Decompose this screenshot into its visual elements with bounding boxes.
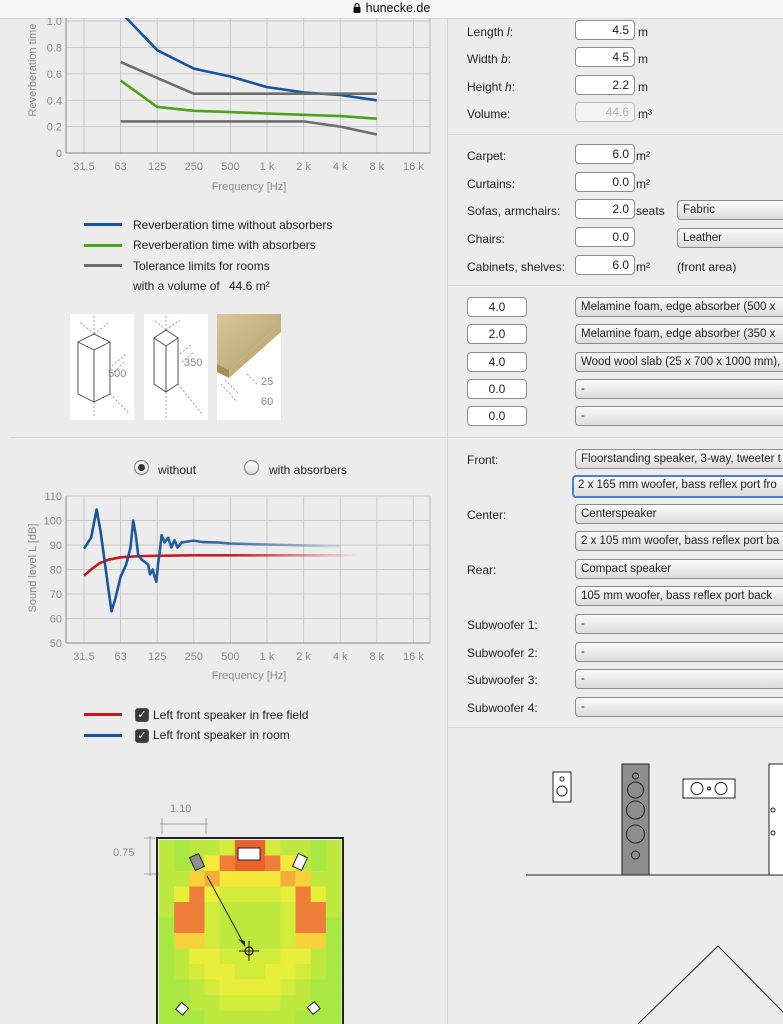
heatmap-cell: [326, 902, 341, 918]
y-tick-label: 0.2: [46, 121, 62, 134]
y-tick-label: 110: [44, 491, 62, 503]
radio-without[interactable]: [134, 460, 149, 475]
heatmap-cell: [220, 840, 235, 856]
heatmap-cell: [189, 1011, 204, 1024]
heatmap-cell: [250, 933, 265, 949]
y-tick-label: 100: [43, 515, 62, 528]
absorber-2-quantity[interactable]: 2.0: [467, 324, 527, 344]
y-tick-label: 0.8: [46, 42, 62, 55]
right-separator-3: [448, 437, 783, 438]
heatmap-cell: [159, 840, 174, 856]
length-input[interactable]: 4.5: [575, 20, 635, 40]
heatmap-cell: [220, 1011, 235, 1024]
lock-icon: [353, 3, 361, 13]
heatmap-cell: [280, 949, 295, 965]
room-plan[interactable]: [120, 810, 350, 1024]
x-tick-label: 31.5: [73, 651, 95, 663]
speaker-elevation-view: [448, 740, 783, 1024]
x-tick-label: 31.5: [73, 161, 95, 173]
radio-with-absorbers-label: with absorbers: [269, 463, 348, 477]
legend-label-tolerance: Tolerance limits for rooms: [133, 259, 270, 273]
room-heatmap: [159, 840, 341, 1024]
heatmap-cell: [265, 995, 280, 1011]
carpet-unit: m²: [636, 149, 650, 163]
heatmap-cell: [311, 949, 326, 965]
legend-swatch-free-field: [84, 713, 122, 716]
subwoofer-3-select[interactable]: -: [575, 669, 783, 689]
browser-address-bar[interactable]: [0, 0, 783, 19]
heatmap-cell: [296, 933, 311, 949]
absorber-2-type-select[interactable]: Melamine foam, edge absorber (350 x: [575, 324, 783, 344]
subwoofer-2-select[interactable]: -: [575, 642, 783, 662]
heatmap-cell: [220, 980, 235, 996]
heatmap-cell: [311, 933, 326, 949]
absorber-1-quantity[interactable]: 4.0: [467, 297, 527, 317]
heatmap-cell: [189, 933, 204, 949]
heatmap-cell: [265, 856, 280, 872]
curtains-input[interactable]: 0.0: [575, 172, 635, 192]
heatmap-cell: [189, 902, 204, 918]
dimension-top-label: 1.10: [170, 803, 192, 815]
x-tick-label: 16 k: [403, 161, 424, 173]
radio-with-absorbers[interactable]: [244, 460, 259, 475]
heatmap-cell: [220, 856, 235, 872]
thumb-25-label: 25: [261, 376, 274, 388]
front-woofer-select[interactable]: 2 x 165 mm woofer, bass reflex port fro: [572, 475, 783, 498]
room-perspective-outline: [638, 946, 783, 1024]
heatmap-cell: [189, 964, 204, 980]
spl-x-axis-label: Frequency [Hz]: [211, 670, 287, 682]
volume-unit: m³: [638, 107, 652, 121]
legend-label-with: Reverberation time with absorbers: [133, 238, 316, 252]
reverb-x-axis-label: Frequency [Hz]: [211, 181, 287, 193]
cabinets-label: Cabinets, shelves:: [467, 260, 566, 274]
heatmap-cell: [296, 980, 311, 996]
y-tick-label: 0.4: [46, 95, 62, 108]
heatmap-cell: [296, 840, 311, 856]
heatmap-cell: [265, 933, 280, 949]
absorber-4-type-select[interactable]: -: [575, 379, 783, 399]
subwoofer-1-label: Subwoofer 1:: [467, 618, 538, 632]
heatmap-cell: [296, 1011, 311, 1024]
heatmap-cell: [205, 902, 220, 918]
reverb-series-line-0: [121, 18, 377, 100]
heatmap-cell: [280, 980, 295, 996]
x-tick-label: 500: [221, 161, 240, 173]
center-woofer-select[interactable]: 2 x 105 mm woofer, bass reflex port ba: [575, 531, 783, 551]
wood-wool-slab-thumbnail[interactable]: [217, 314, 281, 420]
left-section-separator: [10, 437, 447, 438]
heatmap-cell: [235, 980, 250, 996]
second-floorstanding-speaker-icon: [769, 764, 783, 875]
subwoofer-3-label: Subwoofer 3:: [467, 673, 538, 687]
legend-swatch-tolerance: [84, 264, 122, 267]
heatmap-cell: [235, 995, 250, 1011]
thumb-60-label: 60: [261, 396, 274, 408]
heatmap-cell: [159, 964, 174, 980]
centerspeaker-icon: [683, 779, 735, 798]
heatmap-cell: [296, 887, 311, 903]
sofas-material-select[interactable]: Fabric: [677, 200, 783, 220]
cabinets-unit: m²: [636, 260, 650, 274]
x-tick-label: 1 k: [259, 651, 275, 663]
cabinets-input[interactable]: 6.0: [575, 255, 635, 275]
heatmap-cell: [296, 949, 311, 965]
rear-speaker-select[interactable]: Compact speaker: [575, 559, 783, 579]
subwoofer-4-select[interactable]: -: [575, 697, 783, 717]
chairs-material-select[interactable]: Leather: [677, 228, 783, 248]
width-label: Width b:: [467, 52, 512, 66]
y-tick-label: 1.0: [46, 18, 62, 29]
thumb-500-label: 500: [108, 368, 127, 380]
heatmap-cell: [250, 1011, 265, 1024]
heatmap-cell: [326, 856, 341, 872]
heatmap-cell: [235, 902, 250, 918]
right-separator-4: [448, 727, 783, 728]
heatmap-cell: [296, 918, 311, 934]
heatmap-cell: [265, 840, 280, 856]
heatmap-cell: [159, 902, 174, 918]
chairs-label: Chairs:: [467, 232, 506, 246]
reverb-series-line-3: [121, 121, 377, 134]
heatmap-cell: [205, 871, 220, 887]
heatmap-cell: [159, 980, 174, 996]
heatmap-cell: [220, 933, 235, 949]
heatmap-cell: [159, 871, 174, 887]
heatmap-cell: [250, 995, 265, 1011]
heatmap-cell: [174, 902, 189, 918]
reverb-x-ticks: [73, 161, 424, 173]
absorber-5-type-select[interactable]: -: [575, 406, 783, 426]
absorber-4-quantity[interactable]: 0.0: [467, 379, 527, 399]
heatmap-cell: [280, 902, 295, 918]
heatmap-cell: [174, 964, 189, 980]
x-tick-label: 1 k: [259, 161, 275, 173]
heatmap-cell: [205, 964, 220, 980]
rear-woofer-select[interactable]: 105 mm woofer, bass reflex port back: [575, 586, 783, 606]
heatmap-cell: [235, 1011, 250, 1024]
heatmap-cell: [220, 964, 235, 980]
spl-grid: [66, 496, 430, 643]
heatmap-cell: [326, 887, 341, 903]
heatmap-cell: [296, 871, 311, 887]
heatmap-cell: [174, 933, 189, 949]
y-tick-label: 60: [49, 613, 62, 626]
x-tick-label: 4 k: [332, 651, 348, 663]
heatmap-cell: [220, 918, 235, 934]
heatmap-cell: [311, 964, 326, 980]
width-input[interactable]: 4.5: [575, 47, 635, 67]
heatmap-cell: [250, 871, 265, 887]
heatmap-cell: [189, 949, 204, 965]
subwoofer-2-label: Subwoofer 2:: [467, 646, 538, 660]
heatmap-cell: [265, 980, 280, 996]
heatmap-cell: [159, 949, 174, 965]
heatmap-cell: [205, 887, 220, 903]
heatmap-cell: [220, 871, 235, 887]
heatmap-cell: [250, 918, 265, 934]
dimension-left-label: 0.75: [113, 847, 135, 859]
sofas-unit: seats: [636, 204, 665, 218]
reverb-series-line-2: [121, 62, 377, 94]
heatmap-cell: [326, 933, 341, 949]
heatmap-cell: [250, 964, 265, 980]
heatmap-cell: [265, 918, 280, 934]
heatmap-cell: [311, 871, 326, 887]
x-tick-label: 63: [114, 161, 127, 173]
heatmap-cell: [235, 964, 250, 980]
legend-swatch-without: [84, 223, 122, 226]
heatmap-cell: [250, 902, 265, 918]
legend-volume-prefix: with a volume of: [133, 279, 220, 293]
heatmap-cell: [280, 964, 295, 980]
heatmap-cell: [205, 995, 220, 1011]
checkbox-free-field[interactable]: ✓: [135, 708, 149, 722]
curtains-label: Curtains:: [467, 177, 516, 191]
url-display[interactable]: [0, 0, 783, 16]
heatmap-cell: [311, 840, 326, 856]
heatmap-cell: [159, 933, 174, 949]
sound-level-chart: [0, 484, 440, 684]
spl-y-axis-label: Sound level L [dB]: [27, 523, 39, 613]
x-tick-label: 2 k: [296, 651, 311, 663]
x-tick-label: 250: [184, 161, 203, 173]
heatmap-cell: [205, 840, 220, 856]
heatmap-cell: [280, 887, 295, 903]
legend-label-without: Reverberation time without absorbers: [133, 218, 333, 232]
x-tick-label: 125: [148, 651, 167, 663]
x-tick-label: 250: [184, 651, 203, 663]
heatmap-cell: [326, 949, 341, 965]
legend-swatch-with: [84, 244, 122, 247]
heatmap-cell: [205, 918, 220, 934]
absorber-1-type-select[interactable]: Melamine foam, edge absorber (500 x: [575, 297, 783, 317]
heatmap-cell: [280, 995, 295, 1011]
rear-label: Rear:: [467, 563, 497, 577]
carpet-label: Carpet:: [467, 149, 507, 163]
spl-series-line-1: [84, 510, 340, 612]
subwoofer-4-label: Subwoofer 4:: [467, 701, 538, 715]
heatmap-cell: [326, 980, 341, 996]
heatmap-cell: [205, 980, 220, 996]
heatmap-cell: [311, 887, 326, 903]
length-label: Length l:: [467, 25, 514, 39]
heatmap-cell: [174, 949, 189, 965]
height-unit: m: [638, 80, 648, 94]
heatmap-cell: [326, 918, 341, 934]
height-label: Height h:: [467, 80, 516, 94]
height-input[interactable]: 2.2: [575, 75, 635, 95]
x-tick-label: 500: [221, 651, 240, 663]
absorber-5-quantity[interactable]: 0.0: [467, 406, 527, 426]
spl-series: [84, 510, 358, 612]
heatmap-cell: [326, 840, 341, 856]
heatmap-cell: [220, 887, 235, 903]
cabinets-note: (front area): [677, 260, 737, 274]
heatmap-cell: [220, 949, 235, 965]
heatmap-cell: [205, 933, 220, 949]
heatmap-cell: [174, 840, 189, 856]
edge-absorber-500-drawing: [70, 314, 134, 420]
front-label: Front:: [467, 453, 499, 467]
spl-x-ticks: [73, 651, 424, 663]
x-tick-label: 125: [148, 161, 167, 173]
spl-y-ticks: [44, 491, 62, 650]
subwoofer-1-select[interactable]: -: [575, 614, 783, 634]
center-speaker-select[interactable]: Centerspeaker: [575, 504, 783, 524]
heatmap-cell: [174, 871, 189, 887]
reverb-grid: [66, 18, 430, 153]
legend-label-free-field: Left front speaker in free field: [153, 708, 309, 722]
absorber-3-quantity[interactable]: 4.0: [467, 352, 527, 372]
heatmap-cell: [311, 918, 326, 934]
legend-label-in-room: Left front speaker in room: [153, 728, 290, 742]
carpet-input[interactable]: 6.0: [575, 144, 635, 164]
right-separator-2: [448, 285, 783, 286]
heatmap-cell: [326, 995, 341, 1011]
reverb-series-line-1: [121, 81, 377, 119]
chairs-input[interactable]: 0.0: [575, 227, 635, 247]
heatmap-cell: [250, 887, 265, 903]
reverberation-chart: [0, 18, 440, 203]
heatmap-cell: [311, 856, 326, 872]
y-tick-label: 0: [55, 148, 62, 160]
heatmap-cell: [265, 949, 280, 965]
edge-absorber-350-thumbnail[interactable]: [144, 314, 208, 420]
center-speaker-marker[interactable]: [238, 848, 260, 860]
heatmap-cell: [235, 887, 250, 903]
right-separator-1: [448, 134, 783, 135]
curtains-unit: m²: [636, 177, 650, 191]
heatmap-cell: [174, 918, 189, 934]
heatmap-cell: [189, 980, 204, 996]
volume-label: Volume:: [467, 107, 511, 121]
x-tick-label: 8 k: [369, 161, 385, 173]
heatmap-cell: [159, 856, 174, 872]
thumb-350-label: 350: [184, 357, 203, 369]
heatmap-cell: [265, 871, 280, 887]
heatmap-cell: [296, 902, 311, 918]
heatmap-cell: [174, 980, 189, 996]
edge-absorber-500-thumbnail[interactable]: [70, 314, 134, 420]
heatmap-cell: [189, 887, 204, 903]
heatmap-cell: [205, 949, 220, 965]
x-tick-label: 63: [114, 651, 127, 663]
heatmap-cell: [250, 980, 265, 996]
heatmap-cell: [189, 871, 204, 887]
x-tick-label: 2 k: [296, 161, 311, 173]
heatmap-cell: [159, 887, 174, 903]
width-unit: m: [638, 52, 648, 66]
radio-without-label: without: [158, 463, 197, 477]
floorstanding-speaker-icon: [622, 764, 649, 875]
legend-volume-value: 44.6 m²: [229, 279, 270, 293]
absorber-3-type-select[interactable]: Wood wool slab (25 x 700 x 1000 mm),: [575, 352, 783, 372]
heatmap-cell: [296, 964, 311, 980]
heatmap-cell: [311, 902, 326, 918]
heatmap-cell: [265, 1011, 280, 1024]
sofas-label: Sofas, armchairs:: [467, 204, 561, 218]
y-tick-label: 0.6: [46, 68, 62, 81]
volume-output: 44.6: [575, 102, 635, 122]
heatmap-cell: [205, 1011, 220, 1024]
y-tick-label: 90: [49, 540, 62, 552]
heatmap-cell: [265, 887, 280, 903]
x-tick-label: 8 k: [369, 651, 385, 663]
heatmap-cell: [280, 918, 295, 934]
heatmap-cell: [159, 918, 174, 934]
heatmap-cell: [280, 933, 295, 949]
heatmap-cell: [189, 995, 204, 1011]
heatmap-cell: [326, 871, 341, 887]
heatmap-cell: [265, 964, 280, 980]
reverb-y-axis-label: Reverberation time: [27, 23, 39, 117]
heatmap-cell: [280, 840, 295, 856]
front-speaker-select[interactable]: Floorstanding speaker, 3-way, tweeter t: [575, 449, 783, 469]
heatmap-cell: [326, 1011, 341, 1024]
legend-swatch-in-room: [84, 734, 122, 737]
heatmap-cell: [326, 964, 341, 980]
reverb-series: [121, 18, 377, 135]
heatmap-cell: [189, 918, 204, 934]
y-tick-label: 80: [49, 564, 62, 577]
y-tick-label: 50: [49, 638, 62, 650]
heatmap-cell: [311, 980, 326, 996]
sofas-input[interactable]: 2.0: [575, 199, 635, 219]
compact-speaker-icon: [553, 772, 571, 802]
heatmap-cell: [280, 871, 295, 887]
heatmap-cell: [174, 856, 189, 872]
x-tick-label: 16 k: [403, 651, 424, 663]
heatmap-cell: [159, 1011, 174, 1024]
heatmap-cell: [280, 1011, 295, 1024]
heatmap-cell: [159, 995, 174, 1011]
heatmap-cell: [174, 887, 189, 903]
heatmap-cell: [189, 840, 204, 856]
heatmap-cell: [205, 856, 220, 872]
reverb-y-ticks: [47, 18, 62, 160]
heatmap-cell: [265, 902, 280, 918]
y-tick-label: 70: [49, 589, 62, 601]
url-text: hunecke.de: [365, 1, 431, 15]
x-tick-label: 4 k: [332, 161, 348, 173]
center-label: Center:: [467, 508, 507, 522]
checkbox-in-room[interactable]: ✓: [135, 729, 149, 743]
heatmap-cell: [220, 995, 235, 1011]
length-unit: m: [638, 25, 648, 39]
heatmap-cell: [235, 871, 250, 887]
